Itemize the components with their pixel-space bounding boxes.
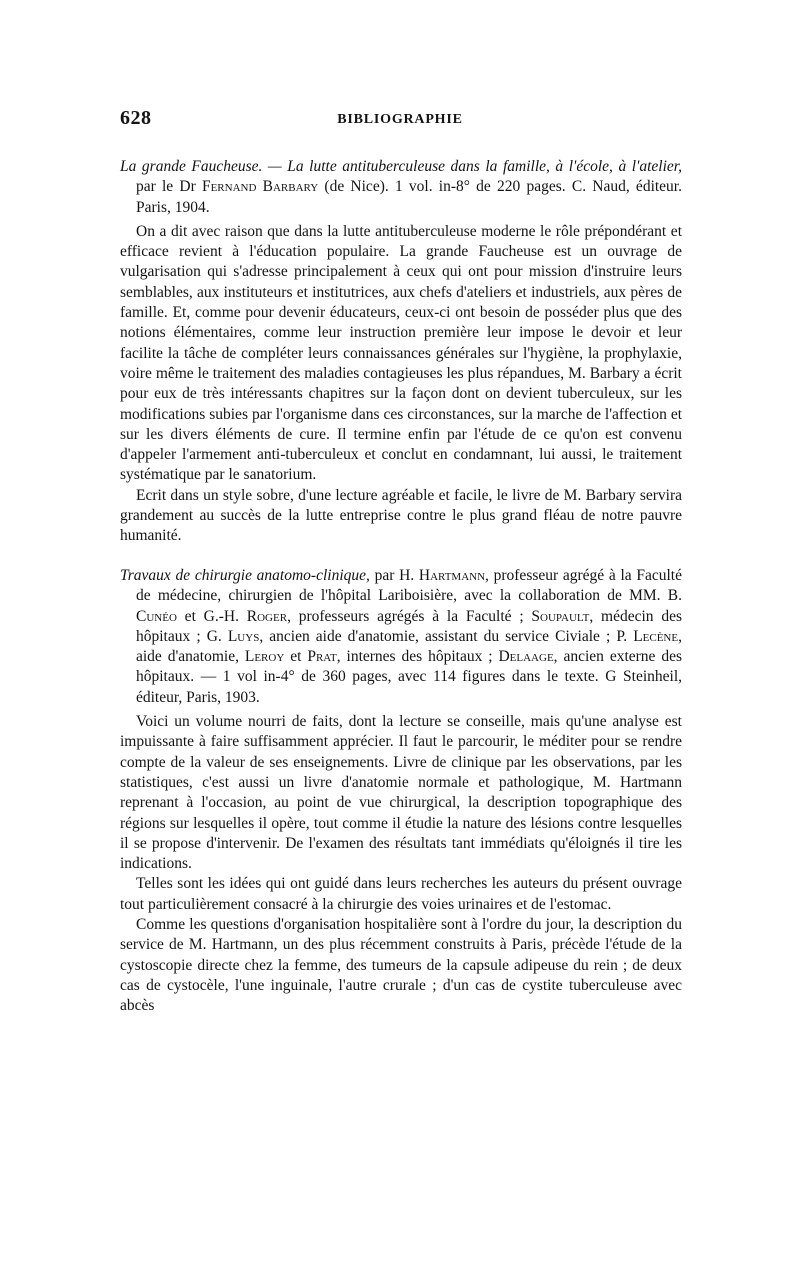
collaborator-name: Soupault	[531, 607, 590, 625]
review-paragraph: On a dit avec raison que dans la lutte antituberculeuse moderne le rôle prépondérant et efficace revient à l'éducation populaire. La grande Faucheuse est un ouvrage de vulgarisation qui s'adresse principalement à ceux qui ont pour mission d'instruire leurs semblables, aux instituteurs et institutrices, aux chefs d'ateliers et industriels, aux pères de famille. Et, comme pour devenir éducateurs, ceux-ci ont besoin de posséder plus que des notions élémentaires, comme leur instruction première leur impose le devoir et leur facilite la tâche de compléter leurs connaissances générales sur l'hygiène, la prophylaxie, voire même le traitement des maladies contagieuses les plus répandues, M. Barbary a écrit pour eux de très intéressants chapitres sur la façon dont on devient tuberculeux, sur les modifications subies par l'organisme dans ces circonstances, sur la marche de l'affection et sur les divers éléments de cure. Il termine enfin par l'étude de ce qu'on est convenu d'appeler l'armement anti-tuberculeux et conclut en condamnant, lui aussi, le traitement systématique par le sanatorium.	[120, 222, 682, 484]
author-name: Hartmann	[418, 567, 486, 584]
heading-text: , professeur agrégé à la Faculté de médecine, chirurgien de l'hôpital Lariboisière, avec la collaboration de MM. B.	[136, 567, 682, 605]
heading-text: , professeurs agrégés à la Faculté ;	[287, 607, 532, 625]
heading-text: et G.-H.	[176, 607, 247, 625]
heading-text: et	[284, 648, 308, 666]
review-paragraph: Voici un volume nourri de faits, dont la lecture se conseille, mais qu'une analyse est impuissante à faire suffisamment apprécier. Il faut le parcourir, le méditer pour se rendre compte de la valeur de ses enseignements. Livre de clinique par les observations, par les statistiques, c'est aussi un livre d'anatomie normale et pathologique, M. Hartmann reprenant à l'occasion, au point de vue chirurgical, la description topographique des régions sur lesquelles il opère, tout comme il étudie la nature des lésions contre lesquelles il se propose d'intervenir. De l'examen des résultats tant immédiats qu'éloignés il tire les indications.	[120, 713, 682, 873]
collaborator-name: Cunéo	[136, 607, 177, 625]
collaborator-name: Leroy	[244, 648, 285, 666]
by-text: par H.	[369, 567, 419, 584]
running-title: BIBLIOGRAPHIE	[337, 112, 463, 127]
collaborator-name: Lecène	[633, 627, 679, 645]
publication-details: (de Nice). 1 vol. in-8° de 220 pages. C. Naud, éditeur. Paris, 1904.	[136, 178, 682, 216]
publication-details: , ancien externe des hôpitaux. — 1 vol in-4° de 360 pages, avec 114 figures dans le texte. G Steinheil, éditeur, Paris, 1903.	[136, 648, 683, 706]
review-heading	[120, 157, 682, 218]
collaborator-name: Luys	[227, 627, 260, 645]
heading-text: , ancien aide d'anatomie, assistant du service Civiale ; P.	[259, 627, 634, 645]
review-paragraph: Ecrit dans un style sobre, d'une lecture agréable et facile, le livre de M. Barbary servira grandement au succès de la lutte entreprise contre le plus grand fléau de notre pauvre humanité.	[120, 486, 682, 545]
heading-text: , aide d'anatomie,	[136, 627, 682, 666]
collaborator-name: Prat	[307, 648, 337, 666]
author-name: Fernand Barbary	[201, 178, 319, 196]
review-paragraph: Telles sont les idées qui ont guidé dans leurs recherches les auteurs du présent ouvrage tout particulièrement consacré à la chirurgie des voies urinaires et de l'estomac.	[120, 875, 682, 913]
by-text: par le Dr	[136, 178, 202, 196]
review-heading	[120, 566, 682, 708]
review-grande-faucheuse	[120, 157, 682, 547]
heading-text: , internes des hôpitaux ;	[336, 648, 499, 666]
review-travaux-chirurgie	[120, 566, 682, 1017]
heading-text: , médecin des hôpitaux ; G.	[136, 607, 682, 645]
book-title: Travaux de chirurgie anatomo-clinique,	[120, 567, 370, 584]
collaborator-name: Delaage	[498, 648, 554, 666]
collaborator-name: Roger	[246, 607, 288, 625]
page-number: 628	[120, 107, 152, 129]
page-header	[120, 107, 680, 137]
review-paragraph: Comme les questions d'organisation hospitalière sont à l'ordre du jour, la description du service de M. Hartmann, un des plus récemment construits à Paris, précède l'étude de la cystoscopie directe chez la femme, des tumeurs de la capsule adipeuse du rein ; de deux cas de cystocèle, l'une inguinale, l'autre crurale ; d'un cas de cystite tuberculeuse avec abcès	[120, 916, 682, 1015]
book-title: La grande Faucheuse. — La lutte antituberculeuse dans la famille, à l'école, à l'atelier,	[120, 158, 682, 175]
